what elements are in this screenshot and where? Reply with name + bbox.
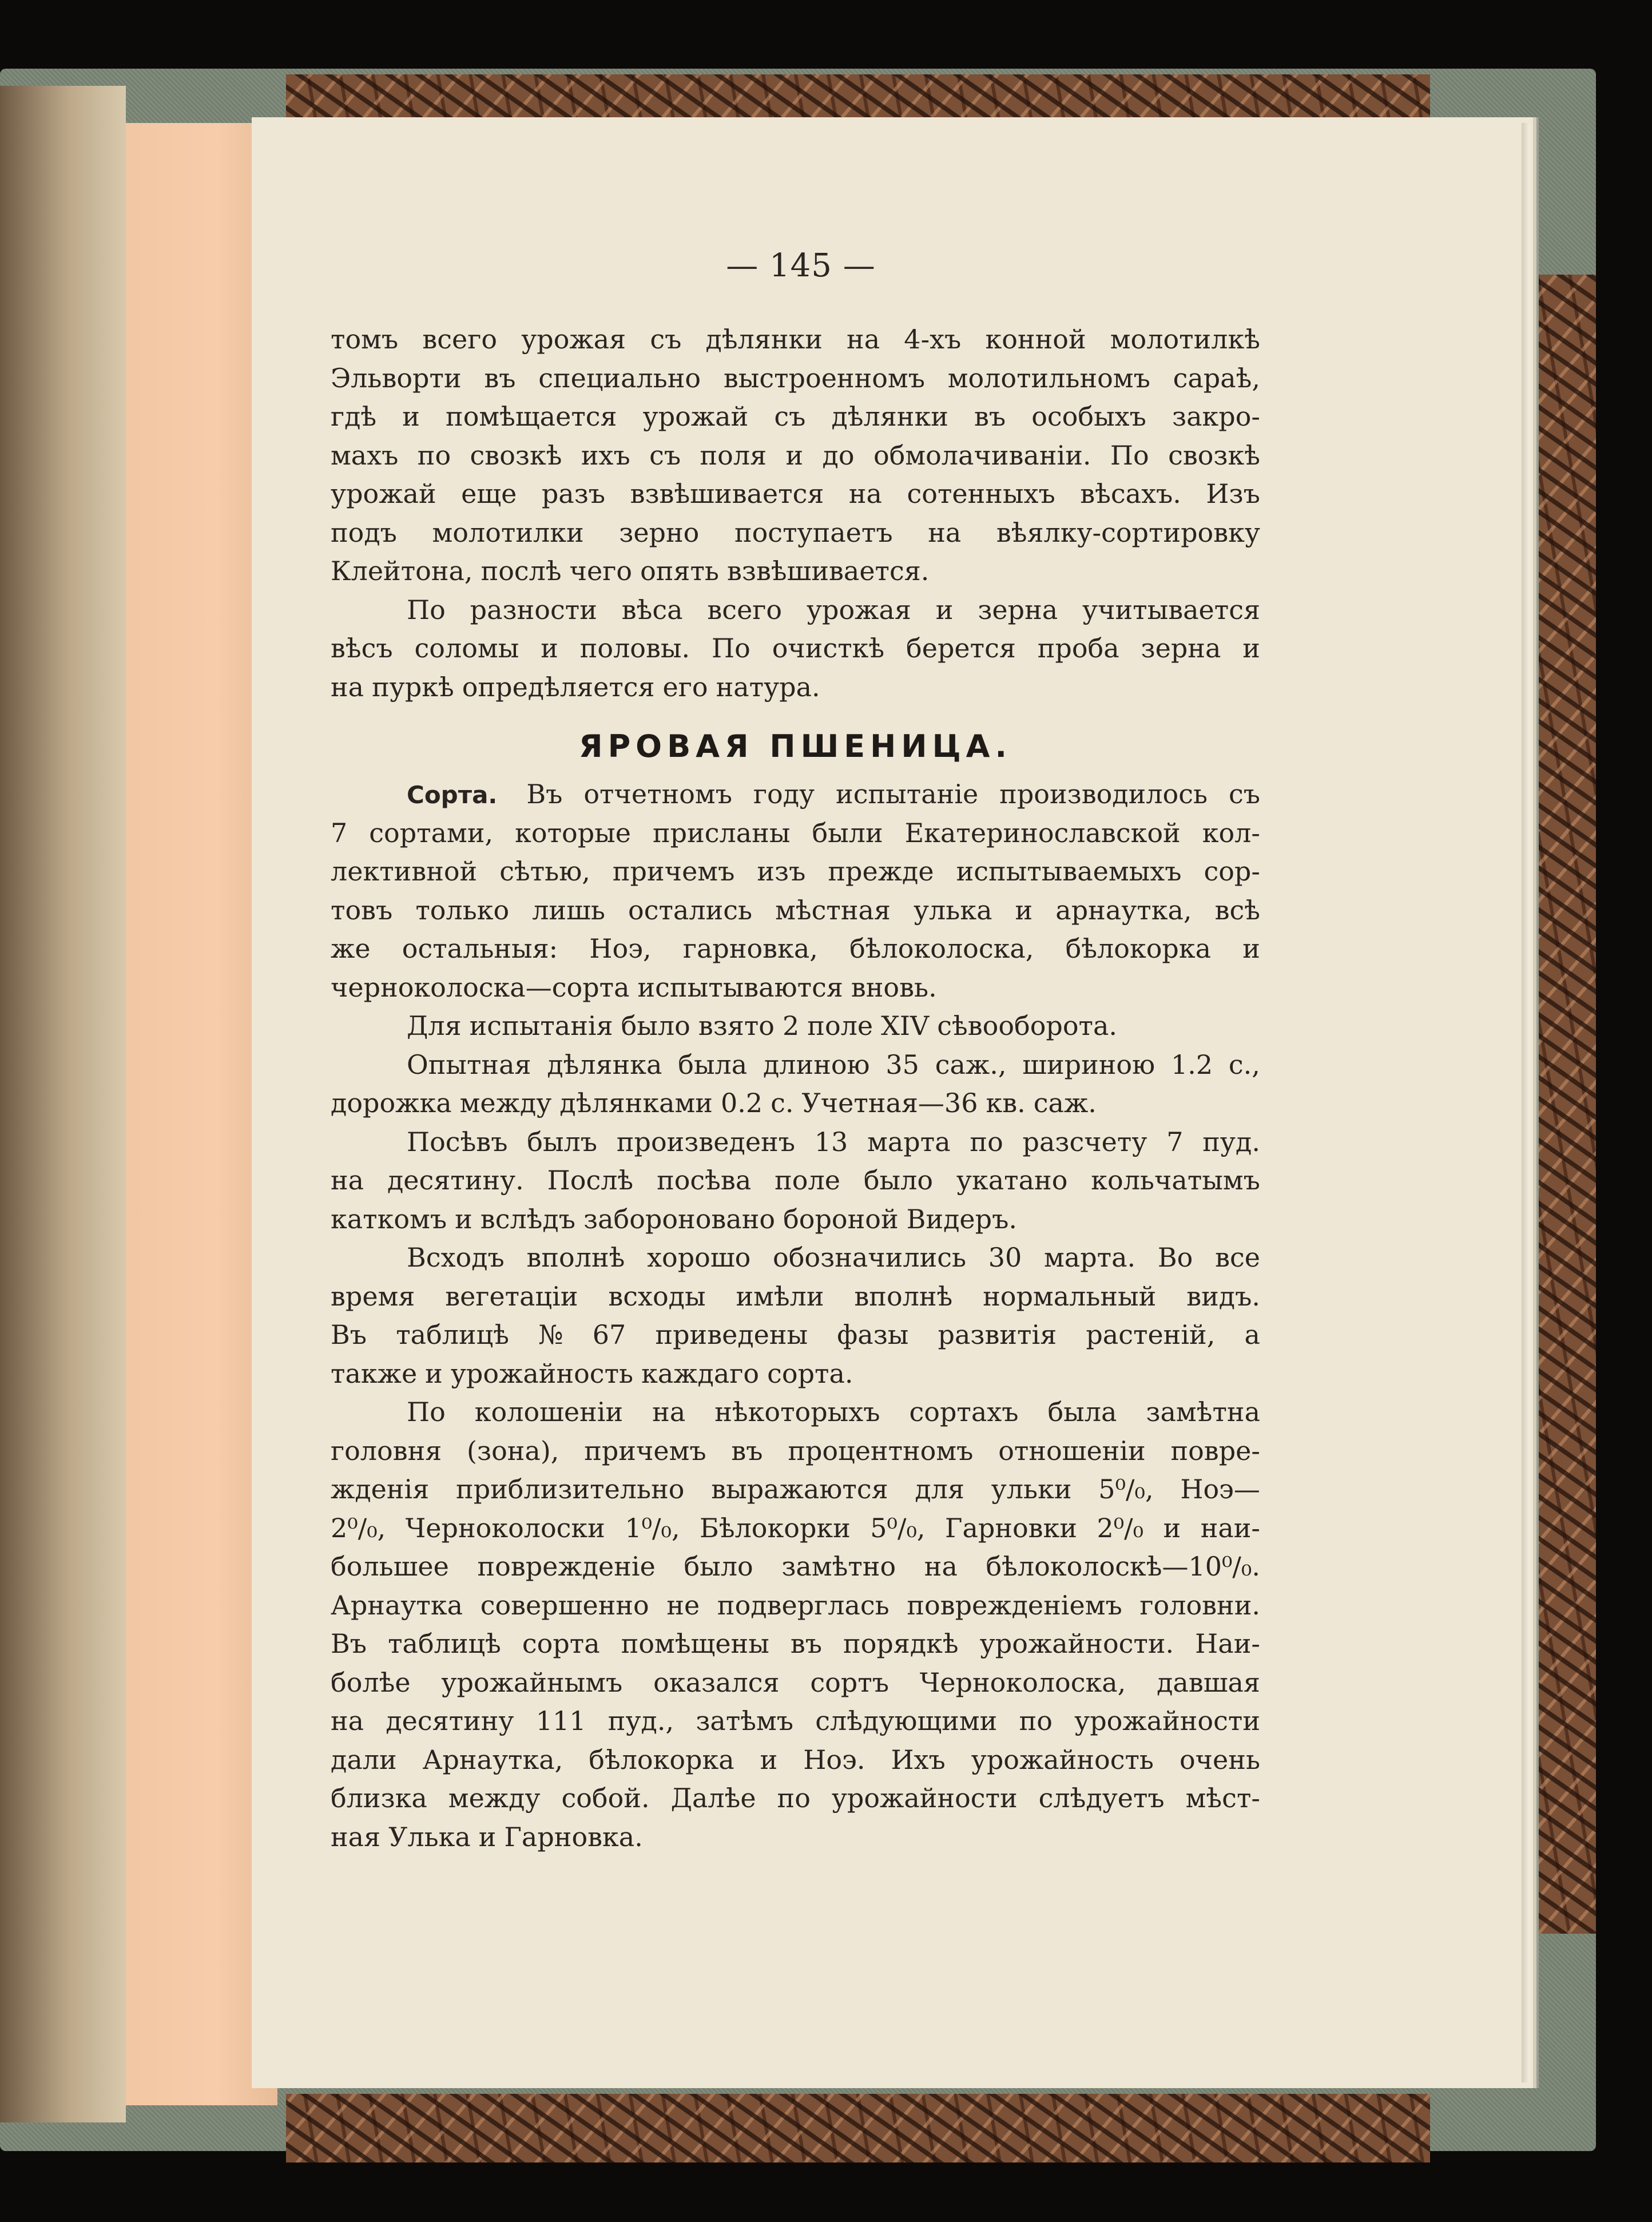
text-line: лективной сѣтью, причемъ изъ прежде испытываемыхъ сор- [331, 856, 1260, 887]
text-line: Опытная дѣлянка была длиною 35 саж., шириною 1.2 с., [407, 1049, 1260, 1080]
marbled-edge-right [1539, 275, 1596, 1934]
text-line: Арнаутка совершенно не подверглась поврежденіемъ головни. [331, 1589, 1260, 1621]
text-line: подъ молотилки зерно поступаетъ на вѣялку-сортировку [331, 517, 1260, 548]
paragraph [331, 320, 1260, 591]
text-line: жденія приблизительно выражаются для ульки 5⁰/₀, Ноэ— [331, 1474, 1260, 1505]
text-line: большее поврежденіе было замѣтно на бѣлоколоскѣ—10⁰/₀. [331, 1551, 1260, 1582]
page-body [331, 320, 1260, 1856]
text-line: 7 сортами, которые присланы были Екатеринославской кол- [331, 817, 1260, 848]
lead-word: Сорта. [407, 781, 498, 809]
text-line: Въ таблицѣ № 67 приведены фазы развитія растеній, а [331, 1319, 1260, 1350]
text-line: болѣе урожайнымъ оказался сортъ Черноколоска, давшая [331, 1666, 1260, 1698]
text-line: ная Улька и Гарновка. [331, 1821, 643, 1852]
paragraph [331, 1046, 1260, 1123]
text-line: гдѣ и помѣщается урожай съ дѣлянки въ особыхъ закро- [331, 401, 1260, 432]
text-line: товъ только лишь остались мѣстная улька и арнаутка, всѣ [331, 894, 1260, 926]
text-line: головня (зона), причемъ въ процентномъ отношеніи повре- [331, 1435, 1260, 1466]
paragraph [331, 775, 1260, 1007]
paragraph [331, 1007, 1260, 1046]
text-line: махъ по свозкѣ ихъ съ поля и до обмолачиваніи. По свозкѣ [331, 439, 1260, 471]
text-line: Въ таблицѣ сорта помѣщены въ порядкѣ урожайности. Наи- [331, 1628, 1260, 1659]
text-line: дорожка между дѣлянками 0.2 с. Учетная—36 кв. саж. [331, 1088, 1097, 1118]
text-line: Сорта. Въ отчетномъ году испытаніе производилось съ [331, 775, 1260, 814]
text-line: близка между собой. Далѣе по урожайности слѣдуетъ мѣст- [331, 1783, 1260, 1814]
text-line: По колошеніи на нѣкоторыхъ сортахъ была замѣтна [407, 1396, 1260, 1427]
text-line: на десятину. Послѣ посѣва поле было укатано кольчатымъ [331, 1165, 1260, 1196]
paragraph [331, 591, 1260, 707]
section-heading: ЯРОВАЯ ПШЕНИЦА. [579, 728, 1012, 764]
text-line: Всходъ вполнѣ хорошо обозначились 30 марта. Во все [407, 1242, 1260, 1273]
text-line: Эльворти въ специально выстроенномъ молотильномъ сараѣ, [331, 362, 1260, 394]
paragraph [331, 1239, 1260, 1393]
text-line: По разности вѣса всего урожая и зерна учитывается [407, 594, 1260, 625]
text-line: же остальныя: Ноэ, гарновка, бѣлоколоска, бѣлокорка и [331, 933, 1260, 964]
text-line: Клейтона, послѣ чего опять взвѣшивается. [331, 556, 930, 586]
text-line: урожай еще разъ взвѣшивается на сотенныхъ вѣсахъ. Изъ [331, 478, 1260, 509]
text-line: время вегетаціи всходы имѣли вполнѣ нормальный видъ. [331, 1280, 1260, 1312]
text-line: Для испытанія было взято 2 поле XIV сѣвооборота. [407, 1010, 1118, 1041]
left-page-edge [0, 86, 126, 2122]
text-line: вѣсъ соломы и половы. По очисткѣ берется проба зерна и [331, 633, 1260, 664]
text-line: каткомъ и вслѣдъ забороновано бороной Видеръ. [331, 1203, 1017, 1235]
text-line: черноколоска—сорта испытываются вновь. [331, 971, 937, 1003]
text-line: Посѣвъ былъ произведенъ 13 марта по разсчету 7 пуд. [407, 1126, 1260, 1157]
text-line: 2⁰/₀, Черноколоски 1⁰/₀, Бѣлокорки 5⁰/₀, Гарновки 2⁰/₀ и наи- [331, 1512, 1260, 1544]
page-number: — 145 — [726, 247, 876, 284]
text-line: дали Арнаутка, бѣлокорка и Ноэ. Ихъ урожайность очень [331, 1744, 1260, 1775]
text-line: также и урожайность каждаго сорта. [331, 1358, 853, 1389]
text-line: томъ всего урожая съ дѣлянки на 4-хъ конной молотилкѣ [331, 324, 1260, 355]
marbled-edge-bottom [286, 2094, 1430, 2163]
text-line: на десятину 111 пуд., затѣмъ слѣдующими по урожайности [331, 1705, 1260, 1736]
page-right-edge [1522, 123, 1530, 2082]
paragraph [331, 1123, 1260, 1239]
text-line: на пуркѣ опредѣляется его натура. [331, 671, 820, 703]
paragraph [331, 1393, 1260, 1856]
